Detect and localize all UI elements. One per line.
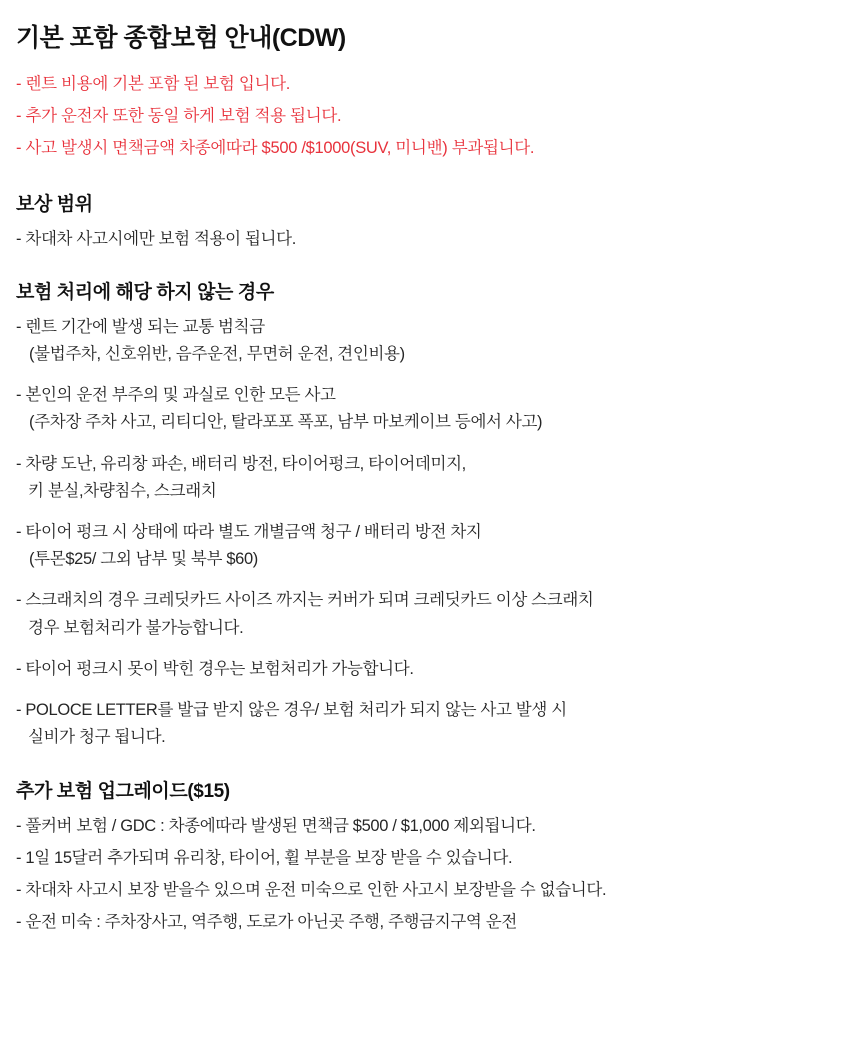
list-item [16,656,826,683]
upgrade-line: - 차대차 사고시 보장 받을수 있으며 운전 미숙으로 인한 사고시 보장받을 수 없습니다. [16,881,607,900]
list-item-main: - 본인의 운전 부주의 및 과실로 인한 모든 사고 [16,386,336,405]
section-title-upgrade: 추가 보험 업그레이드($15) [16,780,230,802]
list-item-main: - 타이어 펑크시 못이 박힌 경우는 보험처리가 가능합니다. [16,659,414,678]
list-item-sub: 경우 보험처리가 불가능합니다. [28,618,244,637]
upgrade-line: - 운전 미숙 : 주차장사고, 역주행, 도로가 아닌곳 주행, 주행금지구역 운전 [16,913,517,932]
list-item-main: - 스크래치의 경우 크레딧카드 사이즈 까지는 커버가 되며 크레딧카드 이상 스크래치 [16,591,594,610]
list-item [16,314,826,368]
list-item-sub: (투몬$25/ 그외 남부 및 북부 $60) [29,550,258,569]
section-title-exclusions: 보험 처리에 해당 하지 않는 경우 [16,281,274,303]
intro-notes [16,68,826,165]
upgrade-line: - 풀커버 보험 / GDC : 차종에따라 발생된 면책금 $500 / $1,000 제외됩니다. [16,816,536,835]
list-item [16,697,826,751]
coverage-line: - 차대차 사고시에만 보험 적용이 됩니다. [16,229,296,248]
upgrade-line: - 1일 15달러 추가되며 유리창, 타이어, 휠 부분을 보장 받을 수 있습니다. [16,848,513,867]
list-item [16,877,826,904]
intro-note-line: - 사고 발생시 면책금액 차종에따라 $500 /$1000(SUV, 미니밴) 부과됩니다. [16,139,535,158]
list-item-sub: 키 분실,차량침수, 스크래치 [28,481,217,500]
list-item-sub: 실비가 청구 됩니다. [28,728,166,747]
list-item [16,519,826,573]
page-title: 기본 포함 종합보험 안내(CDW) [16,24,346,52]
list-item [16,845,826,872]
list-item [16,451,826,505]
exclusions-list [16,314,826,752]
list-item [16,382,826,436]
list-item [16,587,826,641]
section-title-coverage: 보상 범위 [16,193,93,215]
upgrade-list [16,813,826,937]
list-item-main: - POLOCE LETTER를 발급 받지 않은 경우/ 보험 처리가 되지 않는 사고 발생 시 [16,701,567,720]
list-item [16,909,826,936]
list-item-sub: (주차장 주차 사고, 리티디안, 탈라포포 폭포, 남부 마보케이브 등에서 사고) [29,413,543,432]
list-item-main: - 차량 도난, 유리창 파손, 배터리 방전, 타이어펑크, 타이어데미지, [16,454,466,473]
list-item-main: - 타이어 펑크 시 상태에 따라 별도 개별금액 청구 / 배터리 방전 차지 [16,523,482,542]
list-item-sub: (불법주차, 신호위반, 음주운전, 무면허 운전, 견인비용) [29,344,405,363]
list-item [16,813,826,840]
intro-note-line: - 추가 운전자 또한 동일 하게 보험 적용 됩니다. [16,107,342,126]
list-item-main: - 렌트 기간에 발생 되는 교통 범칙금 [16,317,265,336]
intro-note-line: - 렌트 비용에 기본 포함 된 보험 입니다. [16,75,291,93]
